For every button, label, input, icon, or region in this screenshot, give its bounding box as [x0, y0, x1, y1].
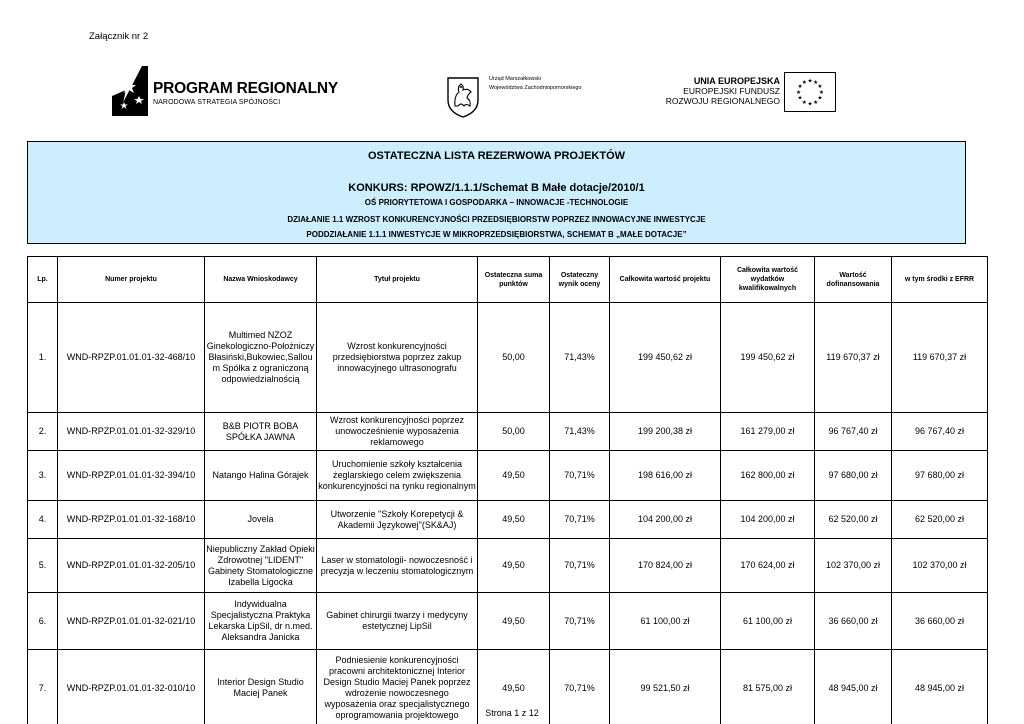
- header-project-number: Numer projektu: [58, 257, 205, 303]
- cell-project-title: Podniesienie konkurencyjności pracowni architektonicznej Interior Design Studio Maciej Panek poprzez wdrożenie nowoczesnego wyposażenia oraz specjalistycznego oprogramowania projektowego: [317, 650, 478, 724]
- cell-lp: 7.: [28, 650, 58, 724]
- cell-eligible-value: 199 450,62 zł: [721, 303, 815, 413]
- cell-funding: 62 520,00 zł: [815, 501, 892, 539]
- cell-total-value: 170 824,00 zł: [610, 539, 721, 593]
- header-applicant: Nazwa Wnioskodawcy: [205, 257, 317, 303]
- cell-efrr: 62 520,00 zł: [892, 501, 988, 539]
- cell-eligible-value: 104 200,00 zł: [721, 501, 815, 539]
- svg-text:★: ★: [797, 84, 803, 91]
- cell-result: 70,71%: [550, 539, 610, 593]
- priority-axis: OŚ PRIORYTETOWA I GOSPODARKA – INNOWACJE -TECHNOLOGIE: [364, 198, 629, 207]
- cell-points: 50,00: [478, 413, 550, 451]
- cell-total-value: 61 100,00 zł: [610, 593, 721, 650]
- header-project-title: Tytuł projektu: [317, 257, 478, 303]
- cell-efrr: 102 370,00 zł: [892, 539, 988, 593]
- cell-project-number: WND-RPZP.01.01.01-32-021/10: [58, 593, 205, 650]
- cell-lp: 4.: [28, 501, 58, 539]
- header-total-value: Całkowita wartość projektu: [610, 257, 721, 303]
- header-eligible-value: Całkowita wartość wydatków kwalifikowalnych: [721, 257, 815, 303]
- svg-text:★: ★: [817, 95, 823, 102]
- cell-points: 49,50: [478, 650, 550, 724]
- cell-efrr: 96 767,40 zł: [892, 413, 988, 451]
- cell-efrr: 36 660,00 zł: [892, 593, 988, 650]
- cell-result: 70,71%: [550, 501, 610, 539]
- eu-flag-icon: [784, 72, 836, 112]
- cell-lp: 6.: [28, 593, 58, 650]
- submeasure-title: PODDZIAŁANIE 1.1.1 INWESTYCJE W MIKROPRZEDSIĘBIORSTWA, SCHEMAT B „MAŁE DOTACJE”: [306, 230, 687, 239]
- cell-eligible-value: 81 575,00 zł: [721, 650, 815, 724]
- page-number: Strona 1 z 12: [485, 708, 539, 718]
- cell-project-number: WND-RPZP.01.01.01-32-329/10: [58, 413, 205, 451]
- header-funding: Wartość dofinansowania: [815, 257, 892, 303]
- header-lp: Lp.: [28, 257, 58, 303]
- cell-total-value: 199 450,62 zł: [610, 303, 721, 413]
- cell-project-title: Wzrost konkurencyjności poprzez unowocześnienie wyposażenia reklamowego: [317, 413, 478, 451]
- office-name-line1: Urząd Marszałkowski: [489, 76, 541, 82]
- cell-funding: 96 767,40 zł: [815, 413, 892, 451]
- svg-text:★: ★: [817, 84, 823, 91]
- cell-applicant: Natango Halina Górajek: [205, 451, 317, 501]
- svg-text:★: ★: [813, 80, 819, 87]
- cell-project-number: WND-RPZP.01.01.01-32-168/10: [58, 501, 205, 539]
- title-box: [27, 141, 966, 244]
- marshal-office-logo: [446, 74, 606, 120]
- svg-text:★: ★: [807, 101, 813, 108]
- cell-eligible-value: 161 279,00 zł: [721, 413, 815, 451]
- cell-project-title: Laser w stomatologii- nowoczesność i precyzja w leczeniu stomatologicznym: [317, 539, 478, 593]
- cell-points: 49,50: [478, 501, 550, 539]
- cell-project-title: Gabinet chirurgii twarzy i medycyny estetycznej LipSil: [317, 593, 478, 650]
- cell-eligible-value: 162 800,00 zł: [721, 451, 815, 501]
- cell-lp: 1.: [28, 303, 58, 413]
- contest-title: KONKURS: RPOWZ/1.1.1/Schemat B Małe dotacje/2010/1: [348, 182, 645, 194]
- cell-points: 49,50: [478, 451, 550, 501]
- cell-eligible-value: 170 624,00 zł: [721, 539, 815, 593]
- cell-total-value: 104 200,00 zł: [610, 501, 721, 539]
- cell-applicant: B&B PIOTR BOBA SPÓŁKA JAWNA: [205, 413, 317, 451]
- cell-applicant: Multimed NZOZ Ginekologiczno-Położniczy Błasiński,Bukowiec,Sallou m Spółka z ograniczoną odpowiedzialnością: [205, 303, 317, 413]
- program-regionalny-title: PROGRAM REGIONALNY: [153, 80, 338, 97]
- eu-text: [666, 76, 780, 106]
- header-result: Ostateczny wynik oceny: [550, 257, 610, 303]
- cell-lp: 5.: [28, 539, 58, 593]
- cell-points: 49,50: [478, 539, 550, 593]
- program-regionalny-mark-icon: [112, 66, 148, 116]
- cell-project-number: WND-RPZP.01.01.01-32-205/10: [58, 539, 205, 593]
- cell-total-value: 199 200,38 zł: [610, 413, 721, 451]
- cell-total-value: 198 616,00 zł: [610, 451, 721, 501]
- svg-text:★: ★: [813, 99, 819, 106]
- cell-funding: 48 945,00 zł: [815, 650, 892, 724]
- cell-project-number: WND-RPZP.01.01.01-32-010/10: [58, 650, 205, 724]
- office-name-line2: Województwa Zachodniopomorskiego: [489, 85, 582, 91]
- cell-total-value: 99 521,50 zł: [610, 650, 721, 724]
- cell-lp: 3.: [28, 451, 58, 501]
- svg-text:★: ★: [807, 78, 813, 85]
- cell-applicant: Indywidualna Specjalistyczna Praktyka Lekarska LipSil, dr n.med. Aleksandra Janicka: [205, 593, 317, 650]
- cell-result: 71,43%: [550, 413, 610, 451]
- table-row: [28, 303, 988, 413]
- cell-funding: 102 370,00 zł: [815, 539, 892, 593]
- cell-project-title: Utworzenie "Szkoły Korepetycji & Akademii Językowej"(SK&AJ): [317, 501, 478, 539]
- measure-title: DZIAŁANIE 1.1 WZROST KONKURENCYJNOŚCI PRZEDSIĘBIORSTW POPRZEZ INNOWACYJNE INWESTYCJE: [287, 215, 706, 224]
- eu-line1: UNIA EUROPEJSKA: [693, 76, 780, 86]
- header-points: Ostateczna suma punktów: [478, 257, 550, 303]
- svg-text:★: ★: [801, 99, 807, 106]
- cell-applicant: Interior Design Studio Maciej Panek: [205, 650, 317, 724]
- eu-logo: [665, 72, 838, 114]
- cell-project-number: WND-RPZP.01.01.01-32-394/10: [58, 451, 205, 501]
- list-title: OSTATECZNA LISTA REZERWOWA PROJEKTÓW: [367, 150, 626, 162]
- svg-text:★: ★: [797, 95, 803, 102]
- projects-table: [27, 256, 988, 724]
- cell-result: 70,71%: [550, 593, 610, 650]
- cell-result: 70,71%: [550, 451, 610, 501]
- eu-line3: ROZWOJU REGIONALNEGO: [665, 96, 780, 106]
- cell-applicant: Niepubliczny Zakład Opieki Zdrowotnej "LIDENT" Gabinety Stomatologiczne Izabella Ligocka: [205, 539, 317, 593]
- cell-applicant: Jovela: [205, 501, 317, 539]
- cell-efrr: 119 670,37 zł: [892, 303, 988, 413]
- attachment-label: Załącznik nr 2: [89, 31, 149, 42]
- cell-points: 49,50: [478, 593, 550, 650]
- griffin-crest-icon: [446, 76, 480, 118]
- cell-funding: 97 680,00 zł: [815, 451, 892, 501]
- cell-points: 50,00: [478, 303, 550, 413]
- cell-eligible-value: 61 100,00 zł: [721, 593, 815, 650]
- header-efrr: w tym środki z EFRR: [892, 257, 988, 303]
- table-row: [28, 593, 988, 650]
- svg-text:★: ★: [796, 89, 802, 96]
- cell-project-title: Wzrost konkurencyjności przedsiębiorstwa poprzez zakup innowacyjnego ultrasonografu: [317, 303, 478, 413]
- svg-text:★: ★: [801, 80, 807, 87]
- table-row: [28, 413, 988, 451]
- svg-text:★: ★: [818, 89, 824, 96]
- cell-funding: 36 660,00 zł: [815, 593, 892, 650]
- eu-line2: EUROPEJSKI FUNDUSZ: [683, 86, 780, 96]
- cell-project-number: WND-RPZP.01.01.01-32-468/10: [58, 303, 205, 413]
- program-regionalny-logo: [112, 66, 338, 116]
- cell-funding: 119 670,37 zł: [815, 303, 892, 413]
- cell-project-title: Uruchomienie szkoły kształcenia żeglarskiego celem zwiększenia konkurencyjności na rynku regionalnym: [317, 451, 478, 501]
- table-row: [28, 539, 988, 593]
- cell-result: 70,71%: [550, 650, 610, 724]
- table-header-row: [28, 257, 988, 303]
- cell-efrr: 97 680,00 zł: [892, 451, 988, 501]
- program-regionalny-subtitle: NARODOWA STRATEGIA SPÓJNOŚCI: [153, 99, 281, 106]
- cell-efrr: 48 945,00 zł: [892, 650, 988, 724]
- table-row: [28, 451, 988, 501]
- cell-result: 71,43%: [550, 303, 610, 413]
- table-row: [28, 501, 988, 539]
- cell-lp: 2.: [28, 413, 58, 451]
